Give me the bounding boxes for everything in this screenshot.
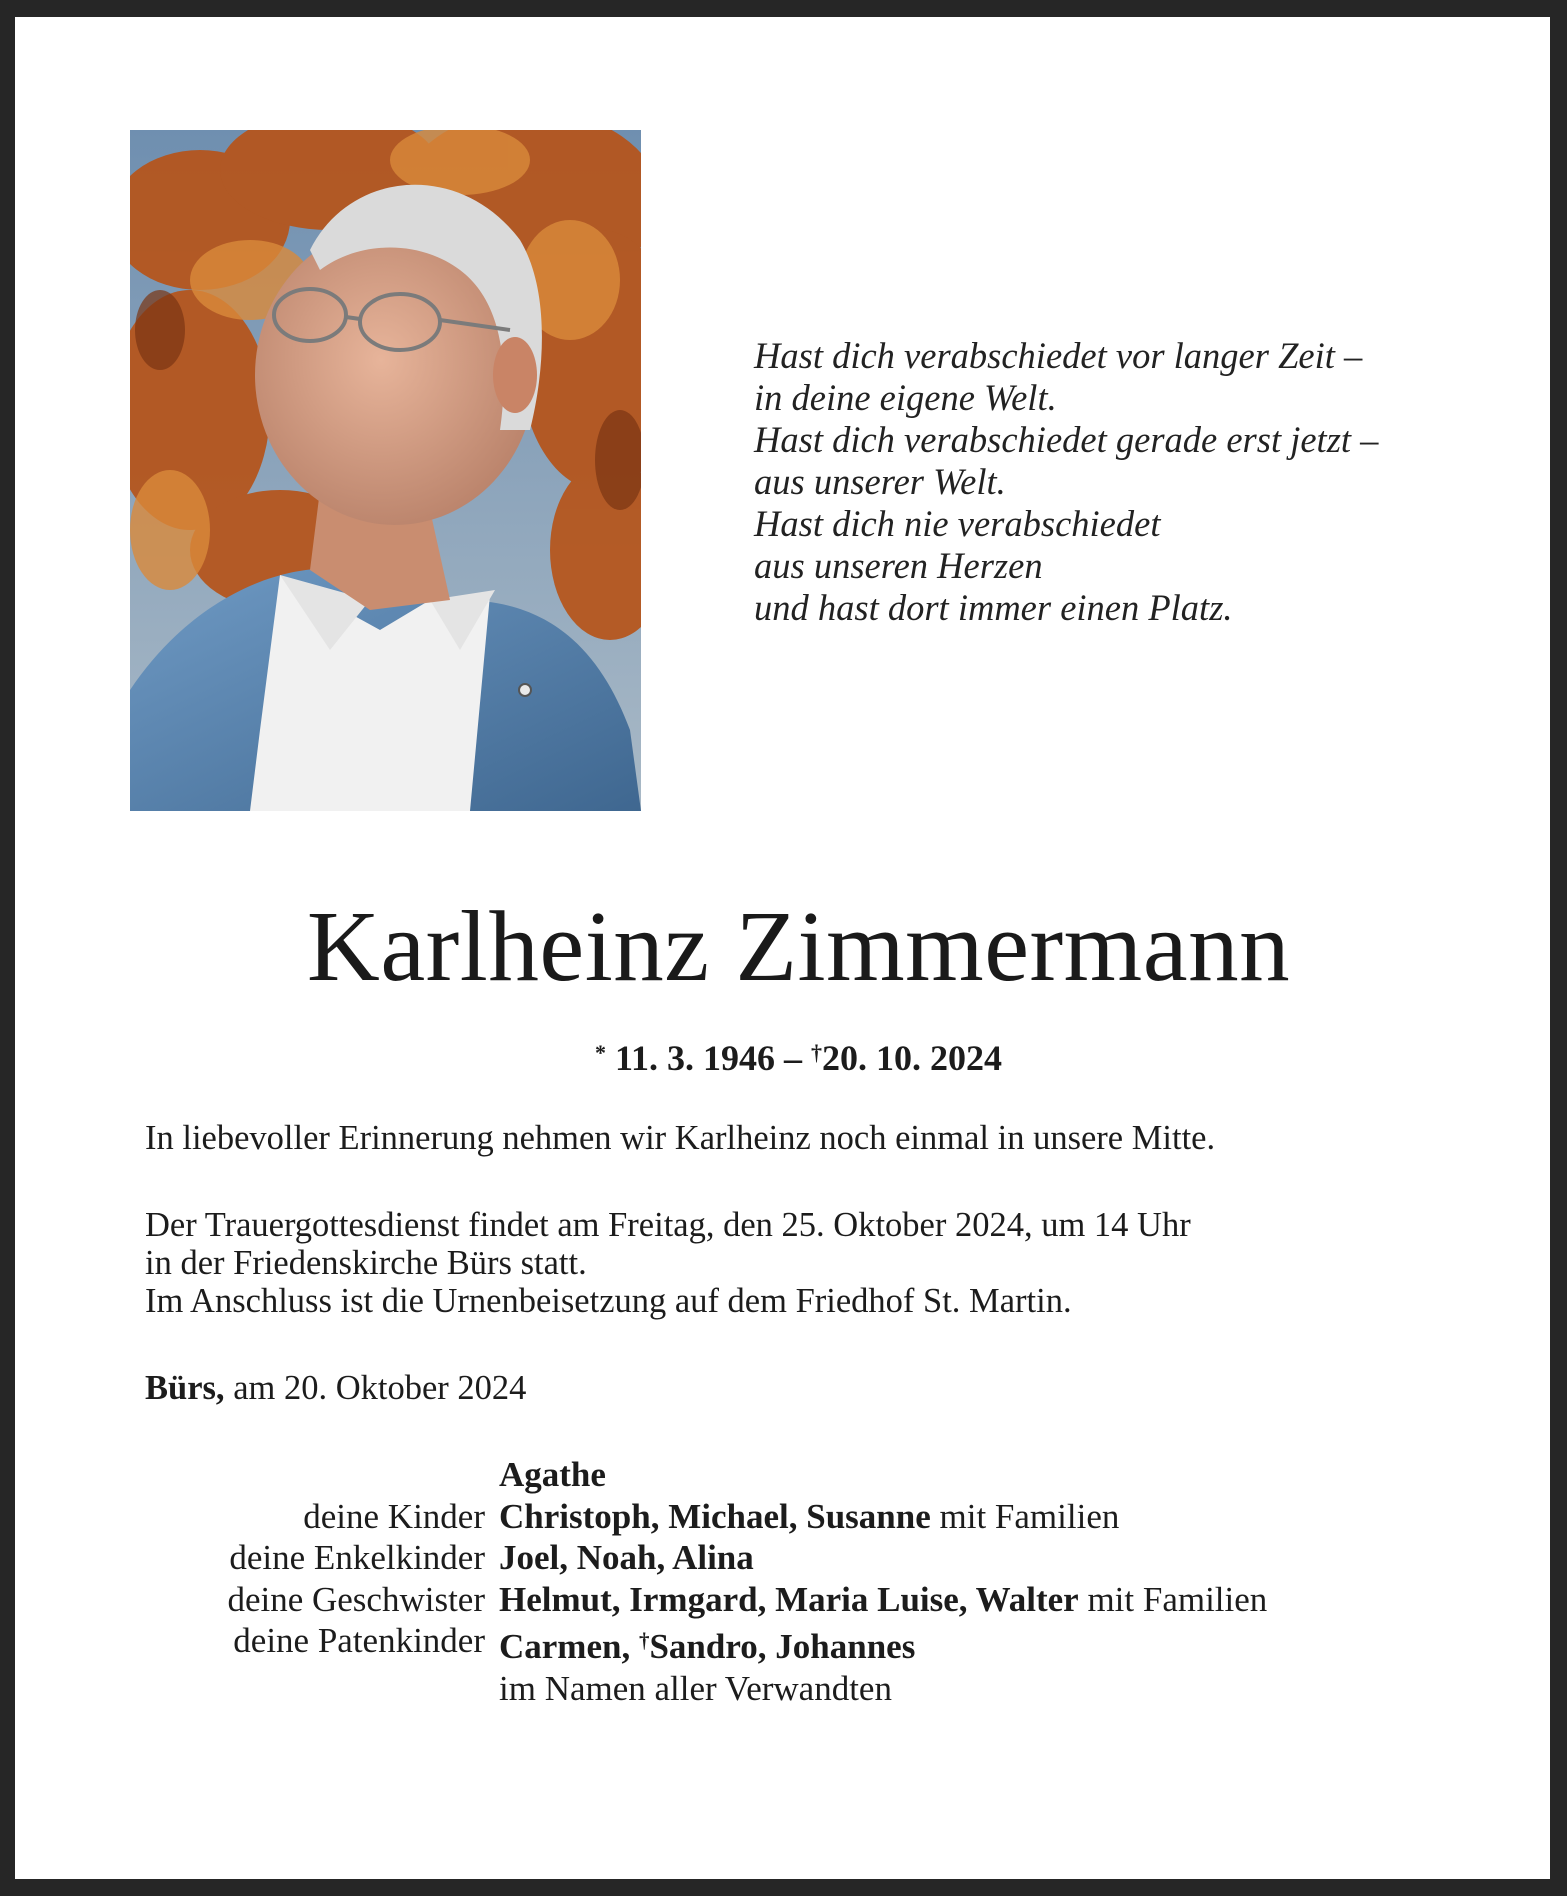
place: Bürs,: [145, 1369, 225, 1407]
signer-names: Helmut, Irmgard, Maria Luise, Walter: [499, 1579, 1079, 1619]
signer-row: [145, 1668, 1267, 1710]
service-line: in der Friedenskirche Bürs statt.: [145, 1244, 587, 1282]
service-line: Im Anschluss ist die Urnenbeisetzung auf dem Friedhof St. Martin.: [145, 1282, 1072, 1320]
poem-line: aus unserer Welt.: [754, 461, 1006, 502]
signer-relation: deine Patenkinder: [233, 1621, 485, 1660]
signer-names: Sandro, Johannes: [649, 1627, 916, 1666]
signer-relation: deine Geschwister: [227, 1579, 485, 1619]
poem-line: Hast dich nie verabschiedet: [754, 503, 1161, 544]
service-info: [145, 1206, 1191, 1320]
signer-row: [145, 1496, 1267, 1538]
intro-text: In liebevoller Erinnerung nehmen wir Karlheinz noch einmal in unsere Mitte.: [145, 1119, 1216, 1157]
portrait-photo: [130, 130, 641, 811]
signer-relation: [145, 1454, 499, 1496]
signer-row: [145, 1579, 1267, 1621]
poem-line: Hast dich verabschiedet gerade erst jetzt –: [754, 419, 1379, 460]
signers: [145, 1454, 1267, 1709]
poem-line: und hast dort immer einen Platz.: [754, 587, 1233, 628]
signer-names: Agathe: [499, 1455, 606, 1494]
service-line: Der Trauergottesdienst findet am Freitag, den 25. Oktober 2024, um 14 Uhr: [145, 1206, 1191, 1244]
signer-relation: deine Kinder: [303, 1496, 485, 1536]
poem-line: aus unseren Herzen: [754, 545, 1043, 586]
life-dates: [15, 1031, 1567, 1080]
signer-names: Joel, Noah, Alina: [499, 1538, 754, 1577]
signer-suffix: im Namen aller Verwandten: [499, 1668, 892, 1708]
place-date: [145, 1369, 526, 1407]
signer-suffix: mit Familien: [1087, 1579, 1268, 1619]
cross-icon: †: [638, 1628, 650, 1652]
deceased-name: Karlheinz Zimmermann: [306, 890, 1291, 1002]
signer-suffix: mit Familien: [939, 1496, 1120, 1536]
signer-relation: deine Enkelkinder: [229, 1538, 485, 1577]
death-date: 20. 10. 2024: [822, 1038, 1002, 1078]
obituary-page: [15, 17, 1550, 1879]
birth-symbol: *: [594, 1040, 606, 1065]
poem: [754, 335, 1378, 629]
poem-line: Hast dich verabschiedet vor langer Zeit –: [754, 335, 1363, 376]
death-symbol: †: [811, 1040, 822, 1065]
signer-names: Carmen,: [499, 1627, 631, 1666]
date: am 20. Oktober 2024: [233, 1369, 527, 1407]
signer-row: [145, 1454, 1267, 1496]
poem-line: in deine eigene Welt.: [754, 377, 1057, 418]
signer-row: [145, 1537, 1267, 1579]
signer-relation: [145, 1668, 499, 1710]
date-separator: –: [784, 1038, 802, 1078]
signer-row: [145, 1620, 1267, 1668]
signer-names: Christoph, Michael, Susanne: [499, 1496, 931, 1536]
birth-date: 11. 3. 1946: [614, 1038, 775, 1078]
